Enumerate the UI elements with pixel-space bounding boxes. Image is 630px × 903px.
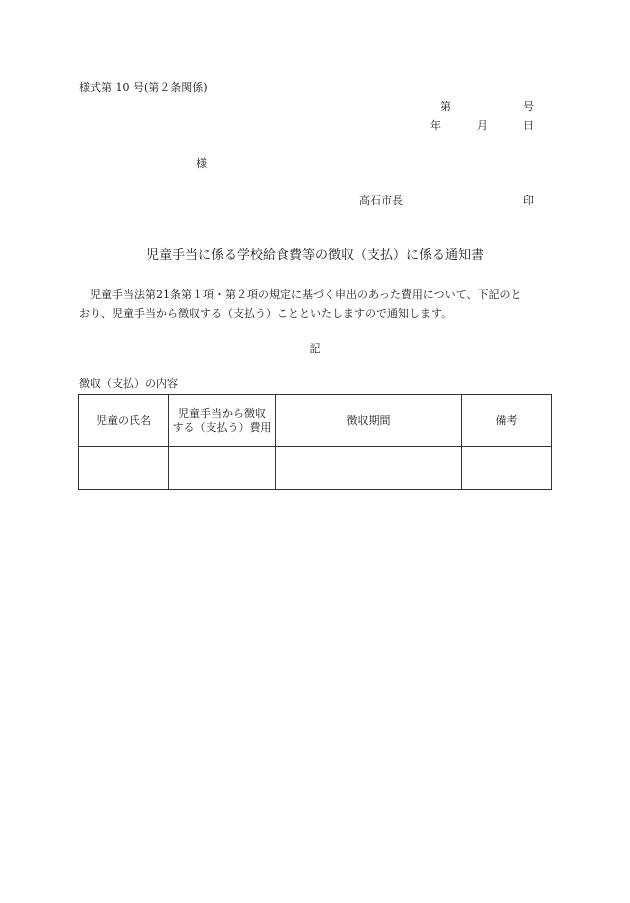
table-header-row [79,395,552,447]
cell-child-name [79,447,169,490]
header-period: 徴収期間 [276,395,462,447]
document-number-prefix: 第 [440,100,451,113]
header-cost [169,395,276,447]
notice-table [78,394,552,490]
date-day-label: 日 [523,119,534,132]
body-paragraph [79,285,559,323]
cell-cost [169,447,276,490]
header-cost-line-2: する（支払う）費用 [172,420,272,434]
cell-remarks [462,447,552,490]
date-month-label: 月 [477,119,488,132]
table-caption: 徴収（支払）の内容 [79,377,178,390]
cell-period [276,447,462,490]
form-number: 様式第 10 号(第２条関係) [79,81,208,94]
recipient-honorific: 様 [196,157,207,170]
table-row [79,447,552,490]
document-title: 児童手当に係る学校給食費等の徴収（支払）に係る通知書 [145,248,484,263]
document-number-suffix: 号 [523,100,534,113]
header-child-name: 児童の氏名 [79,395,169,447]
header-remarks: 備考 [462,395,552,447]
header-cost-line-1: 児童手当から徴収 [178,406,266,420]
ki-heading: 記 [309,342,321,355]
issuer-name: 高石市長 [359,194,403,207]
date-year-label: 年 [430,119,441,132]
seal-mark: 印 [523,194,534,207]
body-line-2: おり、児童手当から徴収する（支払う）ことといたしますので通知します。 [79,307,453,320]
body-line-1: 児童手当法第21条第１項・第２項の規定に基づく申出のあった費用について、下記のと [79,288,522,301]
